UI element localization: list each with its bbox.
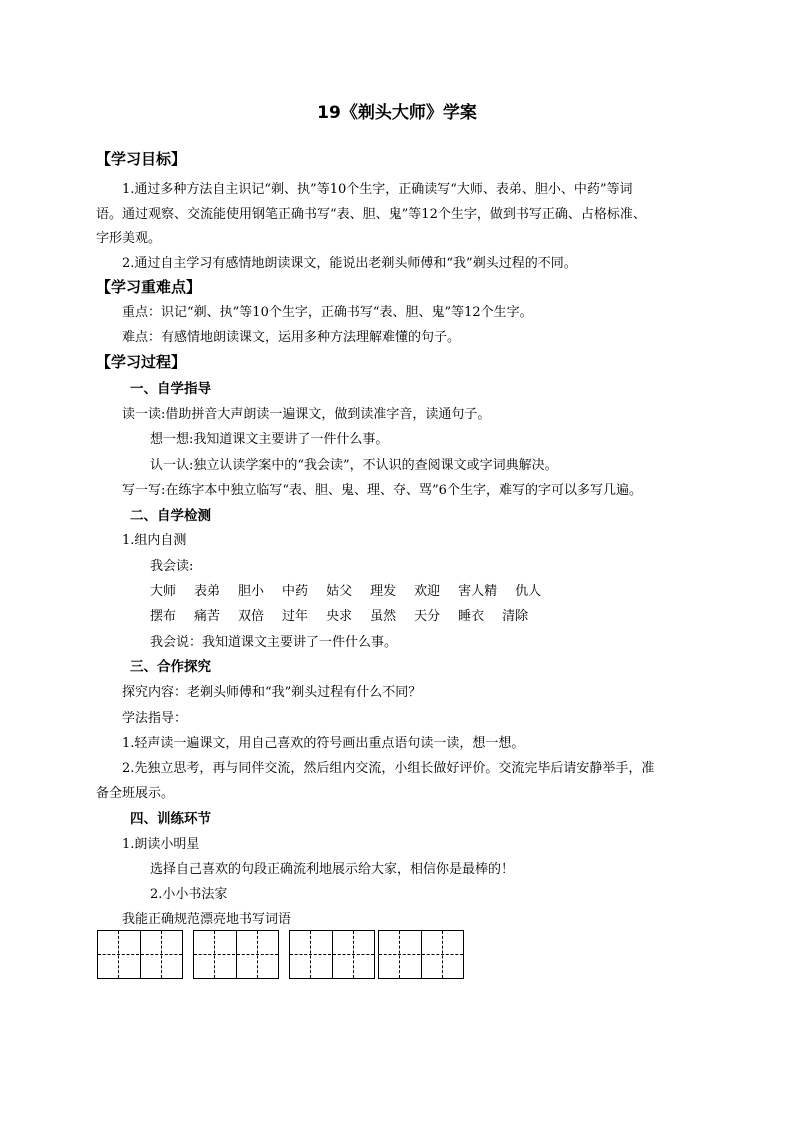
word: 姑父 — [326, 584, 353, 599]
part3-step1: 1.轻声读一遍课文，用自己喜欢的符号画出重点语句读一读，想一想。 — [122, 736, 525, 751]
part4-item2-text: 我能正确规范漂亮地书写词语 — [122, 912, 292, 927]
goal-item-1-line-3: 字形美观。 — [96, 231, 162, 246]
word: 痛苦 — [194, 609, 221, 624]
goals-heading: 【学习目标】 — [96, 150, 187, 168]
writing-cell — [140, 931, 182, 978]
writing-cell — [194, 931, 235, 978]
writing-box[interactable] — [378, 930, 464, 979]
part1-title: 一、自学指导 — [130, 381, 211, 397]
writing-box[interactable] — [289, 930, 375, 979]
part3-title: 三、合作探究 — [130, 659, 211, 675]
part3-step2-line-2: 备全班展示。 — [96, 786, 175, 801]
word: 天分 — [414, 609, 441, 624]
part3-content: 探究内容：老剃头师傅和“我”剃头过程有什么不同？ — [122, 685, 422, 700]
keypoints-heading: 【学习重难点】 — [96, 278, 202, 296]
process-heading: 【学习过程】 — [96, 353, 187, 371]
part1-read: 读一读:借助拼音大声朗读一遍课文，做到读准字音，读通句子。 — [122, 407, 491, 422]
word: 双倍 — [238, 609, 265, 624]
word: 害人精 — [458, 584, 498, 599]
goal-item-1-line-2: 语。通过观察、交流能使用钢笔正确书写“表、胆、鬼”等12个生字，做到书写正确、占格标准、 — [96, 207, 646, 222]
keypoints-difficulty: 难点：有感情地朗读课文，运用多种方法理解难懂的句子。 — [122, 330, 461, 345]
word: 摆布 — [150, 609, 177, 624]
word: 虽然 — [370, 609, 397, 624]
part2-can-read: 我会读: — [150, 559, 194, 574]
part3-guide: 学法指导： — [122, 711, 188, 726]
part4-item1: 1.朗读小明星 — [122, 837, 200, 852]
writing-box[interactable] — [97, 930, 183, 979]
part4-item2: 2.小小书法家 — [150, 887, 228, 902]
writing-cell — [421, 931, 463, 978]
part1-think: 想一想:我知道课文主要讲了一件什么事。 — [150, 432, 389, 447]
writing-box[interactable] — [193, 930, 279, 979]
part1-recognize: 认一认:独立认读学案中的“我会读”，不认识的查阅课文或字词典解决。 — [150, 458, 558, 473]
goal-item-2: 2.通过自主学习有感情地朗读课文，能说出老剃头师傅和“我”剃头过程的不同。 — [122, 256, 577, 271]
goal-item-1-line-1: 1.通过多种方法自主识记“剃、执”等10个生字，正确读写“大师、表弟、胆小、中药”等词 — [122, 182, 633, 197]
word: 睡衣 — [458, 609, 485, 624]
writing-cell — [236, 931, 278, 978]
word: 表弟 — [194, 584, 221, 599]
keypoints-focus: 重点：识记“剃、执”等10个生字，正确书写“表、胆、鬼”等12个生字。 — [122, 305, 533, 320]
part2-item1: 1.组内自测 — [122, 533, 187, 548]
word: 欢迎 — [414, 584, 441, 599]
part2-title: 二、自学检测 — [130, 508, 211, 524]
writing-cell — [332, 931, 374, 978]
word-list-row-1 — [150, 583, 559, 601]
word: 清除 — [502, 609, 529, 624]
writing-cell — [290, 931, 331, 978]
writing-cell — [98, 931, 139, 978]
word: 过年 — [282, 609, 309, 624]
word: 大师 — [150, 584, 177, 599]
word: 胆小 — [238, 584, 265, 599]
part1-write: 写一写:在练字本中独立临写“表、胆、鬼、理、夺、骂”6个生字，难写的字可以多写几遍。 — [122, 483, 642, 498]
part3-step2-line-1: 2.先独立思考，再与同伴交流，然后组内交流，小组长做好评价。交流完毕后请安静举手，准 — [122, 761, 655, 776]
word-list-row-2 — [150, 608, 546, 626]
writing-cell — [379, 931, 420, 978]
word: 央求 — [326, 609, 353, 624]
word: 仇人 — [515, 584, 542, 599]
part4-item1-text: 选择自己喜欢的句段正确流利地展示给大家，相信你是最棒的！ — [150, 862, 515, 877]
word: 理发 — [370, 584, 397, 599]
part4-title: 四、训练环节 — [130, 811, 211, 827]
page-title: 19《剃头大师》学案 — [317, 103, 477, 123]
word: 中药 — [282, 584, 309, 599]
part2-can-say: 我会说：我知道课文主要讲了一件什么事。 — [150, 635, 398, 650]
